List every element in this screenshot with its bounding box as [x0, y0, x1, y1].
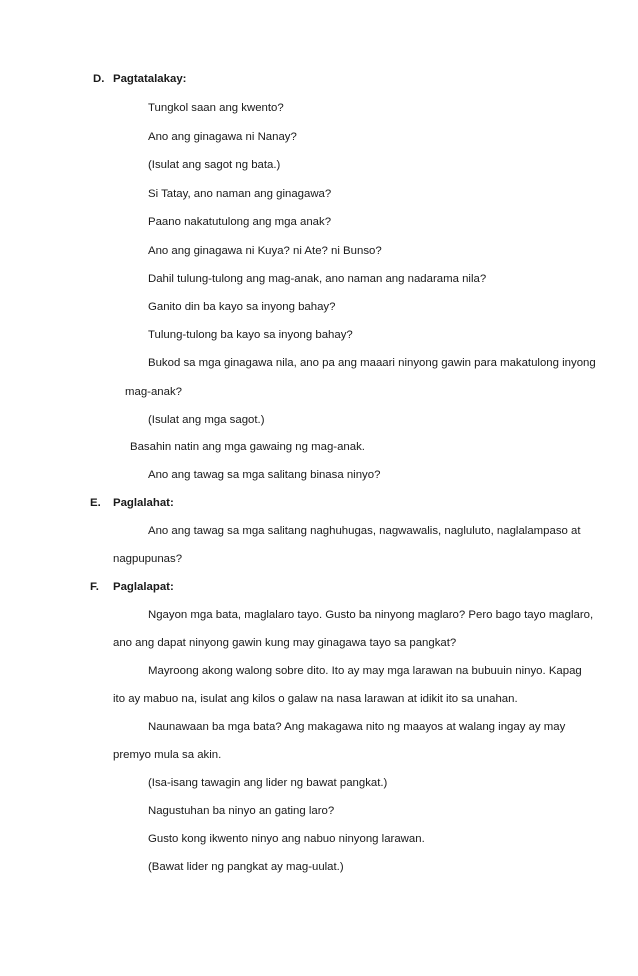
section-d-line: Ganito din ba kayo sa inyong bahay? [148, 301, 336, 313]
section-f-line: Nagustuhan ba ninyo an gating laro? [148, 805, 335, 817]
section-d-line: Basahin natin ang mga gawaing ng mag-anak. [130, 441, 365, 453]
section-f-line: (Isa-isang tawagin ang lider ng bawat pangkat.) [148, 777, 388, 789]
section-f-line: premyo mula sa akin. [113, 749, 222, 761]
section-d-line: mag-anak? [125, 386, 182, 398]
section-f-title: Paglalapat: [113, 581, 174, 593]
section-d-line: Paano nakatutulong ang mga anak? [148, 216, 332, 228]
section-f-line: (Bawat lider ng pangkat ay mag-uulat.) [148, 861, 344, 873]
section-d-line: Si Tatay, ano naman ang ginagawa? [148, 188, 332, 200]
section-d-line: Tungkol saan ang kwento? [148, 102, 284, 114]
section-d-line: (Isulat ang sagot ng bata.) [148, 159, 281, 171]
section-f-line: ito ay mabuo na, isulat ang kilos o galaw na nasa larawan at idikit ito sa unahan. [113, 693, 518, 705]
section-d-line: Ano ang ginagawa ni Nanay? [148, 131, 297, 143]
section-d-line: Dahil tulung-tulong ang mag-anak, ano naman ang nadarama nila? [148, 273, 487, 285]
section-f-label: F. [90, 581, 99, 593]
section-e-title: Paglalahat: [113, 497, 174, 509]
section-d-title: Pagtatalakay: [113, 73, 187, 85]
section-d-line: Ano ang ginagawa ni Kuya? ni Ate? ni Bunso? [148, 245, 382, 257]
section-f-line: ano ang dapat ninyong gawin kung may ginagawa tayo sa pangkat? [113, 637, 457, 649]
section-f-line: Gusto kong ikwento ninyo ang nabuo ninyong larawan. [148, 833, 425, 845]
section-e-label: E. [90, 497, 101, 509]
section-f-line: Mayroong akong walong sobre dito. Ito ay may mga larawan na bubuuin ninyo. Kapag [148, 665, 582, 677]
section-f-line: Naunawaan ba mga bata? Ang makagawa nito ng maayos at walang ingay ay may [148, 721, 566, 733]
section-d-line: Tulung-tulong ba kayo sa inyong bahay? [148, 329, 353, 341]
section-d-line: Ano ang tawag sa mga salitang binasa ninyo? [148, 469, 381, 481]
section-d-line: Bukod sa mga ginagawa nila, ano pa ang maaari ninyong gawin para makatulong inyong [148, 357, 596, 369]
section-e-line: Ano ang tawag sa mga salitang naghuhugas, nagwawalis, nagluluto, naglalampaso at [148, 525, 581, 537]
section-e-line: nagpupunas? [113, 553, 183, 565]
section-d-line: (Isulat ang mga sagot.) [148, 414, 265, 426]
section-d-label: D. [93, 73, 105, 85]
section-f-line: Ngayon mga bata, maglalaro tayo. Gusto ba ninyong maglaro? Pero bago tayo maglaro, [148, 609, 594, 621]
